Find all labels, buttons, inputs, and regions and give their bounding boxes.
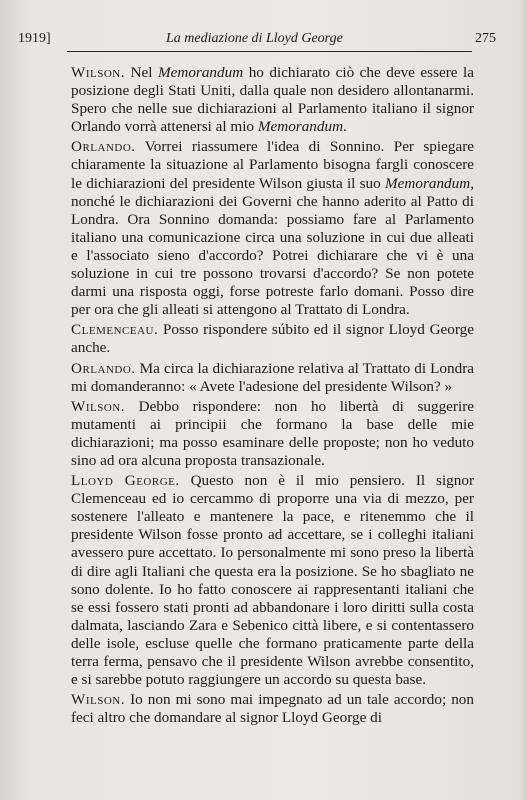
speaker-name: Wilson. xyxy=(71,691,126,709)
speaker-name: Wilson. xyxy=(71,64,126,81)
paragraph: Wilson. Nel Memorandum ho dichiarato ciò che deve essere la posizione degli Stati Uniti, dalla quale non desidero allontanarmi. Spero che nelle sue dichiarazioni al Parlamento italiano il signor Orlando vorrà attenersi al mio Memorandum. xyxy=(71,64,474,136)
paragraph: Wilson. Debbo rispondere: non ho libertà di suggerire mutamenti ai principii che formano la base delle mie dichiarazioni; ma posso esaminare delle proposte; non ho veduto sino ad ora alcuna proposta transazionale. xyxy=(71,397,474,469)
paragraph: Wilson. Io non mi sono mai impegnato ad un tale accordo; non feci altro che domandare al signor Lloyd George di xyxy=(71,691,474,727)
paragraph: Lloyd George. Questo non è il mio pensiero. Il signor Clemenceau ed io cercammo di proporre una via di mezzo, per sostenere l'alleato e mantenere la pace, e ritenemmo che il presidente Wilson fosse pronto ad accettare, se i colleghi italiani avessero pure accettato. Io personalmente mi sono preso la libertà di dire agli Italiani che questa era la posizione. Se ho sbagliato ne sono dolente. Io ho fatto conoscere ai rappresentanti italiani che se essi fossero stati pronti ad abbandonare i loro diritti sulla costa dalmata, lasciando Zara e Sebenico città libere, e si contentassero delle isole, escluse quelle che formano praticamente parte della terra ferma, pensavo che il presidente Wilson avrebbe consentito, e si sarebbe potuto raggiungere un accordo su questa base. xyxy=(71,472,475,689)
page-number: 275 xyxy=(475,31,496,46)
speaker-name: Orlando. xyxy=(71,359,136,377)
body-text xyxy=(71,64,474,729)
speaker-name: Lloyd George. xyxy=(71,472,180,490)
page-edge-shadow xyxy=(519,0,527,800)
italic-title: Memorandum xyxy=(157,64,244,81)
header-title: La mediazione di Lloyd George xyxy=(166,31,343,46)
header-year: 1919] xyxy=(18,31,51,46)
paragraph: Clemenceau. Posso rispondere súbito ed il signor Lloyd George anche. xyxy=(71,321,474,357)
paragraph: Orlando. Ma circa la dichiarazione relativa al Trattato di Londra mi domanderanno: « Avete l'adesione del presidente Wilson? » xyxy=(71,359,474,395)
paragraph: Orlando. Vorrei riassumere l'idea di Sonnino. Per spiegare chiaramente la situazione al Parlamento bisogna fargli conoscere le dichiarazioni del presidente Wilson giusta il suo Memorandum, nonché le dichiarazioni dei Governi che hanno aderito al Patto di Londra. Ora Sonnino domanda: possiamo fare al Parlamento italiano una comunicazione circa una soluzione in cui due alleati e l'associato sieno d'accordo? Potrei dichiarare che vi è una soluzione in cui tre possono trovarsi d'accordo? Se non potete darmi una risposta oggi, forse potreste farlo domani. Posso dire per ora che gli alleati si attengono al Trattato di Londra. xyxy=(71,138,474,319)
italic-title: Memorandum xyxy=(257,118,344,136)
header-rule xyxy=(67,51,472,52)
speaker-name: Orlando. xyxy=(71,138,136,156)
italic-title: Memorandum, xyxy=(384,174,474,192)
running-header xyxy=(18,31,496,51)
speaker-name: Clemenceau. xyxy=(71,321,159,339)
speaker-name: Wilson. xyxy=(71,397,126,415)
